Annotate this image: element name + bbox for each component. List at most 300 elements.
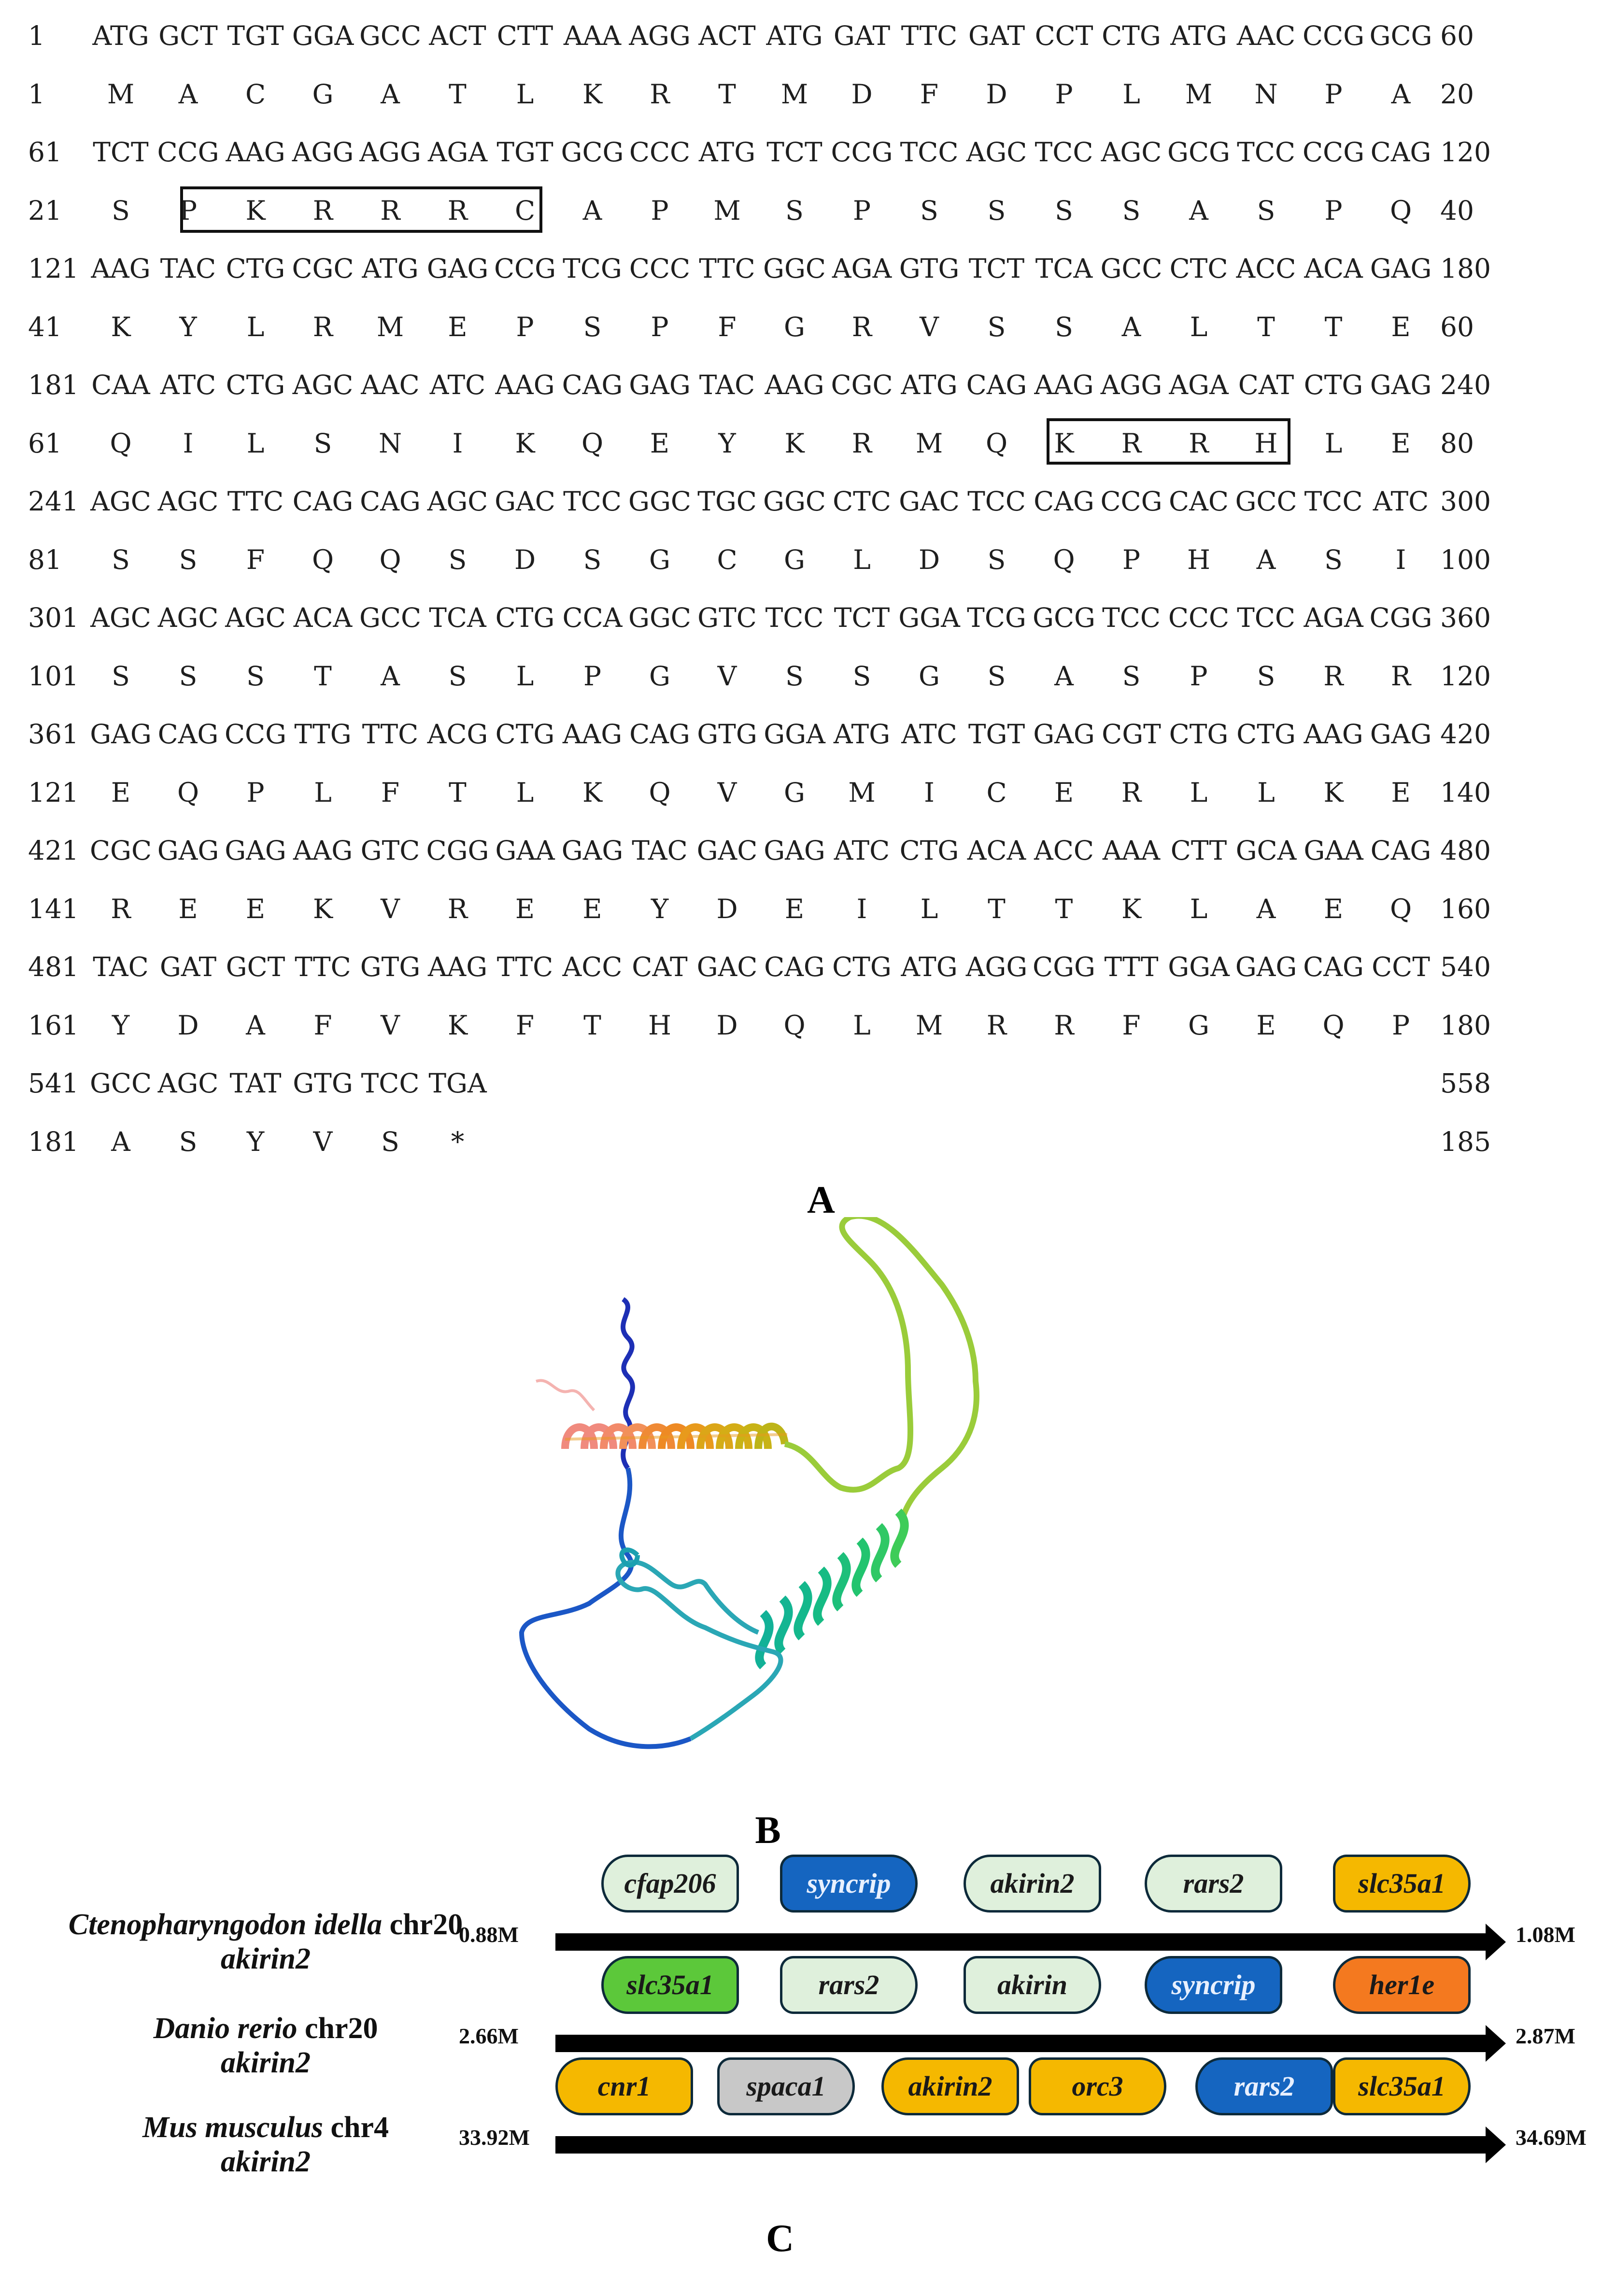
codon: TTC [227,486,284,517]
amino-acid: E [1323,893,1344,924]
codon: CAT [632,951,688,982]
amino-acid: D [918,544,940,575]
amino-acid: P [1324,78,1343,110]
amino-acid: T [1055,893,1073,924]
codon: GGA [764,719,825,750]
codon: ACC [1034,835,1094,866]
codon: AGA [1169,369,1229,400]
codon: CCT [1372,951,1430,982]
codon: CCG [1302,137,1365,168]
amino-acid: L [853,544,871,575]
row-end-position: 240 [1440,369,1491,400]
codon: TCC [563,486,622,517]
codon: GGA [898,602,960,633]
codon: GTG [899,253,960,284]
amino-acid: L [314,777,332,808]
codon: CAA [91,369,150,400]
amino-acid: Q [783,1009,806,1041]
codon: GAC [696,835,758,866]
codon: AGC [427,486,488,517]
codon: GCA [1235,835,1297,866]
codon: AAG [226,137,285,168]
amino-acid: Y [179,311,197,342]
row-end-position: 40 [1440,195,1474,226]
amino-acid: S [920,195,938,226]
codon: GAG [1370,369,1432,400]
amino-acid: A [1054,660,1074,692]
codon: TGA [428,1068,487,1099]
amino-acid: * [451,1126,465,1157]
gene-block: slc35a1 [1333,1855,1471,1913]
amino-acid: R [1390,660,1411,692]
row-end-position: 80 [1440,427,1474,459]
codon: GTG [697,719,757,750]
codon: GAG [157,835,219,866]
row-start-position: 141 [28,893,79,924]
amino-acid: S [1055,195,1073,226]
codon: GAG [629,369,691,400]
codon: AAA [563,20,622,51]
codon: ACA [967,835,1026,866]
species-label [48,2111,483,2179]
codon: CAG [1370,835,1432,866]
amino-acid: S [1122,660,1141,692]
amino-acid: T [449,78,467,110]
species-label [48,1908,483,1976]
codon: AGA [427,137,488,168]
row-end-position: 300 [1440,486,1491,517]
codon: GAG [1370,253,1432,284]
row-start-position: 1 [28,20,45,51]
codon: ATG [92,20,149,51]
row-end-position: 558 [1440,1068,1491,1099]
chromosome-label: chr20 [389,1908,463,1941]
row-start-position: 21 [28,195,62,226]
chromosome-line [555,2136,1488,2154]
amino-acid: A [1391,78,1411,110]
nucleotide-row [0,356,1616,414]
amino-acid: L [1190,777,1208,808]
amino-acid: Q [379,544,401,575]
codon: GAC [899,486,960,517]
amino-acid: M [915,1009,943,1041]
codon: CTT [496,20,553,51]
codon: GAG [1370,719,1432,750]
amino-acid: Q [985,427,1008,459]
codon: TTC [295,951,351,982]
codon: AGC [157,486,219,517]
amino-acid: V [313,1126,333,1157]
codon: TTC [496,951,553,982]
codon: ACG [427,719,488,750]
codon: CTG [495,602,555,633]
codon: TCT [93,137,149,168]
codon: GCT [226,951,285,982]
amino-acid: C [717,544,737,575]
amino-acid: P [852,195,871,226]
codon: CTG [1169,719,1229,750]
amino-acid-row [0,996,1616,1054]
row-start-position: 301 [28,602,79,633]
amino-acid: M [915,427,943,459]
amino-acid: S [381,1126,399,1157]
species-name: Danio rerio [153,2012,298,2045]
codon: AGC [225,602,286,633]
amino-acid: R [851,427,872,459]
amino-acid-row [0,298,1616,356]
amino-acid: A [582,195,602,226]
codon: CTG [1304,369,1363,400]
amino-acid: S [852,660,871,692]
amino-acid: Y [651,893,669,924]
amino-acid-row [0,647,1616,705]
row-start-position: 101 [28,660,79,692]
species-name: Ctenopharyngodon idella [68,1908,383,1941]
codon: TCC [1237,137,1295,168]
amino-acid: V [381,1009,400,1041]
amino-acid: D [716,893,738,924]
gene-block: rars2 [1145,1855,1282,1913]
amino-acid: S [112,660,130,692]
species-name: Mus musculus [142,2111,323,2144]
amino-acid: G [1188,1009,1209,1041]
amino-acid: S [246,660,265,692]
codon: TTC [699,253,755,284]
codon: TCT [834,602,890,633]
codon: GCG [1167,137,1230,168]
amino-acid: T [449,777,467,808]
amino-acid-row [0,414,1616,472]
codon: CGC [292,253,354,284]
amino-acid: P [516,311,534,342]
amino-acid: R [986,1009,1007,1041]
amino-acid: E [111,777,131,808]
codon: AGC [966,137,1027,168]
row-start-position: 181 [28,1126,79,1157]
codon: ACC [1236,253,1296,284]
codon: AGC [90,486,151,517]
codon: GCC [359,20,422,51]
amino-acid: F [920,78,939,110]
codon: TAC [632,835,688,866]
nucleotide-row [0,7,1616,65]
amino-acid: P [1324,195,1343,226]
amino-acid: S [448,544,467,575]
amino-acid: R [1121,777,1142,808]
chromosome-label: chr4 [330,2111,389,2144]
gene-block: slc35a1 [1333,2057,1471,2115]
amino-acid: I [1395,544,1406,575]
codon: GTG [293,1068,353,1099]
amino-acid: A [1256,544,1276,575]
gene-block: cnr1 [555,2057,693,2115]
codon: TCC [1237,602,1295,633]
codon: ACA [1304,253,1363,284]
amino-acid: M [848,777,876,808]
amino-acid: A [1256,893,1276,924]
amino-acid: M [780,78,808,110]
amino-acid: P [651,311,669,342]
nls-motif-box-2 [1047,418,1290,465]
codon: CCG [831,137,893,168]
codon: TGT [968,719,1025,750]
amino-acid: L [516,78,534,110]
codon: AGC [157,602,219,633]
codon: ACA [293,602,353,633]
row-end-position: 160 [1440,893,1491,924]
codon: GAT [159,951,217,982]
codon: TAC [699,369,755,400]
codon: CCC [629,137,691,168]
codon: CCA [562,602,623,633]
amino-acid: S [785,195,804,226]
amino-acid: E [1391,427,1411,459]
codon: CAC [1169,486,1229,517]
amino-acid: V [717,777,737,808]
amino-acid: P [583,660,602,692]
codon: TTC [901,20,958,51]
amino-acid: E [448,311,468,342]
codon: AAG [495,369,555,400]
row-start-position: 41 [28,311,62,342]
codon: ATG [901,951,958,982]
row-start-position: 121 [28,253,79,284]
amino-acid: M [713,195,741,226]
codon: GAG [90,719,152,750]
amino-acid: D [986,78,1007,110]
codon: ATG [901,369,958,400]
codon: ATG [698,137,756,168]
amino-acid: I [183,427,194,459]
codon: TCA [429,602,486,633]
amino-acid: T [583,1009,601,1041]
codon: ATG [362,253,419,284]
codon: GAA [1304,835,1363,866]
amino-acid: V [381,893,400,924]
codon: TCG [967,602,1026,633]
coord-end: 1.08M [1516,1922,1575,1947]
gene-block: orc3 [1029,2057,1166,2115]
row-end-position: 120 [1440,660,1491,692]
gene-label: akirin2 [220,2145,311,2178]
codon: ATC [1373,486,1429,517]
row-end-position: 60 [1440,311,1474,342]
coord-start: 2.66M [459,2024,519,2048]
codon: AAG [1304,719,1363,750]
amino-acid: F [313,1009,332,1041]
amino-acid: Q [1389,195,1412,226]
amino-acid: P [651,195,669,226]
amino-acid: R [312,195,333,226]
amino-acid: R [380,195,400,226]
amino-acid: Q [177,777,199,808]
codon: AAG [427,951,488,982]
amino-acid: Q [110,427,132,459]
amino-acid: G [649,660,670,692]
amino-acid: E [1054,777,1074,808]
row-end-position: 180 [1440,1009,1491,1041]
codon: TGC [697,486,757,517]
codon: CCC [1168,602,1230,633]
amino-acid: P [246,777,265,808]
codon: GTC [360,835,420,866]
amino-acid: E [784,893,805,924]
amino-acid: F [1122,1009,1141,1041]
codon: CTG [1102,20,1161,51]
amino-acid: K [1323,777,1344,808]
codon: GAT [833,20,891,51]
amino-acid: C [514,195,536,226]
amino-acid: T [718,78,736,110]
codon: AGG [1100,369,1162,400]
codon: TTG [294,719,352,750]
amino-acid: P [179,195,198,226]
codon: CTG [495,719,555,750]
amino-acid: K [515,427,535,459]
amino-acid: G [312,78,334,110]
codon: GCG [1369,20,1432,51]
codon: TCC [900,137,959,168]
row-end-position: 420 [1440,719,1491,750]
amino-acid: R [1054,1009,1074,1041]
nucleotide-row [0,938,1616,996]
amino-acid: T [1324,311,1343,342]
codon: GCC [359,602,422,633]
codon: TCT [766,137,822,168]
codon: TAC [160,253,216,284]
codon: CAT [1238,369,1294,400]
amino-acid: Q [1053,544,1075,575]
gene-block: akirin2 [964,1855,1101,1913]
amino-acid: G [784,544,805,575]
species-label [48,2012,483,2080]
codon: GAG [561,835,624,866]
protein-3d-structure [483,1217,1111,1797]
amino-acid: C [986,777,1007,808]
amino-acid: E [1391,777,1411,808]
codon: CTC [833,486,891,517]
amino-acid: S [987,195,1006,226]
codon: AGG [629,20,691,51]
codon: GAG [764,835,825,866]
amino-acid: H [1254,427,1278,459]
codon: CCG [1100,486,1162,517]
amino-acid: K [447,1009,468,1041]
row-end-position: 20 [1440,78,1474,110]
codon: GGC [628,486,691,517]
codon: CGT [1102,719,1161,750]
codon: AGC [90,602,151,633]
amino-acid: E [650,427,670,459]
row-end-position: 180 [1440,253,1491,284]
codon: GGC [763,253,826,284]
codon: CTG [226,369,285,400]
amino-acid: D [851,78,873,110]
codon: AAG [765,369,824,400]
codon: CGG [426,835,489,866]
codon: AAC [361,369,420,400]
amino-acid: L [1190,893,1208,924]
amino-acid: G [784,777,805,808]
codon: TCC [1102,602,1161,633]
amino-acid: R [447,195,468,226]
amino-acid: F [381,777,400,808]
codon: CAG [292,486,354,517]
amino-acid: Q [581,427,604,459]
codon: TGT [496,137,553,168]
codon: CGG [1369,602,1432,633]
coord-start: 33.92M [459,2125,530,2150]
amino-acid: S [179,660,198,692]
codon: GCG [561,137,624,168]
amino-acid-row [0,880,1616,938]
gene-block: akirin [964,1956,1101,2014]
amino-acid: D [514,544,536,575]
amino-acid: K [784,427,805,459]
amino-acid: F [246,544,265,575]
amino-acid: R [851,311,872,342]
chromosome-line [555,2035,1488,2052]
codon: CCC [629,253,691,284]
amino-acid: P [1391,1009,1410,1041]
amino-acid: E [582,893,602,924]
amino-acid: L [1190,311,1208,342]
amino-acid: E [245,893,266,924]
codon: CAG [1370,137,1432,168]
panel-label-a: A [807,1179,835,1221]
amino-acid: M [107,78,135,110]
amino-acid: K [582,78,603,110]
amino-acid: A [1121,311,1141,342]
row-start-position: 181 [28,369,79,400]
row-start-position: 1 [28,78,45,110]
codon: TCC [765,602,824,633]
amino-acid: L [1324,427,1343,459]
codon: TTC [362,719,419,750]
codon: GCT [158,20,218,51]
gene-block: akirin2 [881,2057,1019,2115]
amino-acid: K [111,311,131,342]
amino-acid: A [381,78,400,110]
panel-label-c: C [766,2217,794,2260]
row-start-position: 541 [28,1068,79,1099]
amino-acid: R [1323,660,1344,692]
amino-acid: K [1121,893,1142,924]
codon: AGC [1101,137,1162,168]
codon: GGA [1168,951,1230,982]
amino-acid: A [111,1126,130,1157]
codon: CCG [1302,20,1365,51]
amino-acid: S [313,427,332,459]
amino-acid: L [246,427,265,459]
codon: TCG [563,253,622,284]
amino-acid: S [1257,195,1276,226]
amino-acid: P [1055,78,1073,110]
codon: AAG [91,253,151,284]
codon: AGG [292,137,354,168]
chromosome-line [555,1933,1488,1951]
amino-acid: N [1254,78,1278,110]
codon: AGG [359,137,421,168]
codon: CAG [1034,486,1094,517]
amino-acid: S [1122,195,1141,226]
codon: CCG [494,253,556,284]
row-end-position: 140 [1440,777,1491,808]
codon: CGC [89,835,152,866]
gene-block: syncrip [1145,1956,1282,2014]
amino-acid: Y [246,1126,265,1157]
amino-acid: Q [1322,1009,1345,1041]
